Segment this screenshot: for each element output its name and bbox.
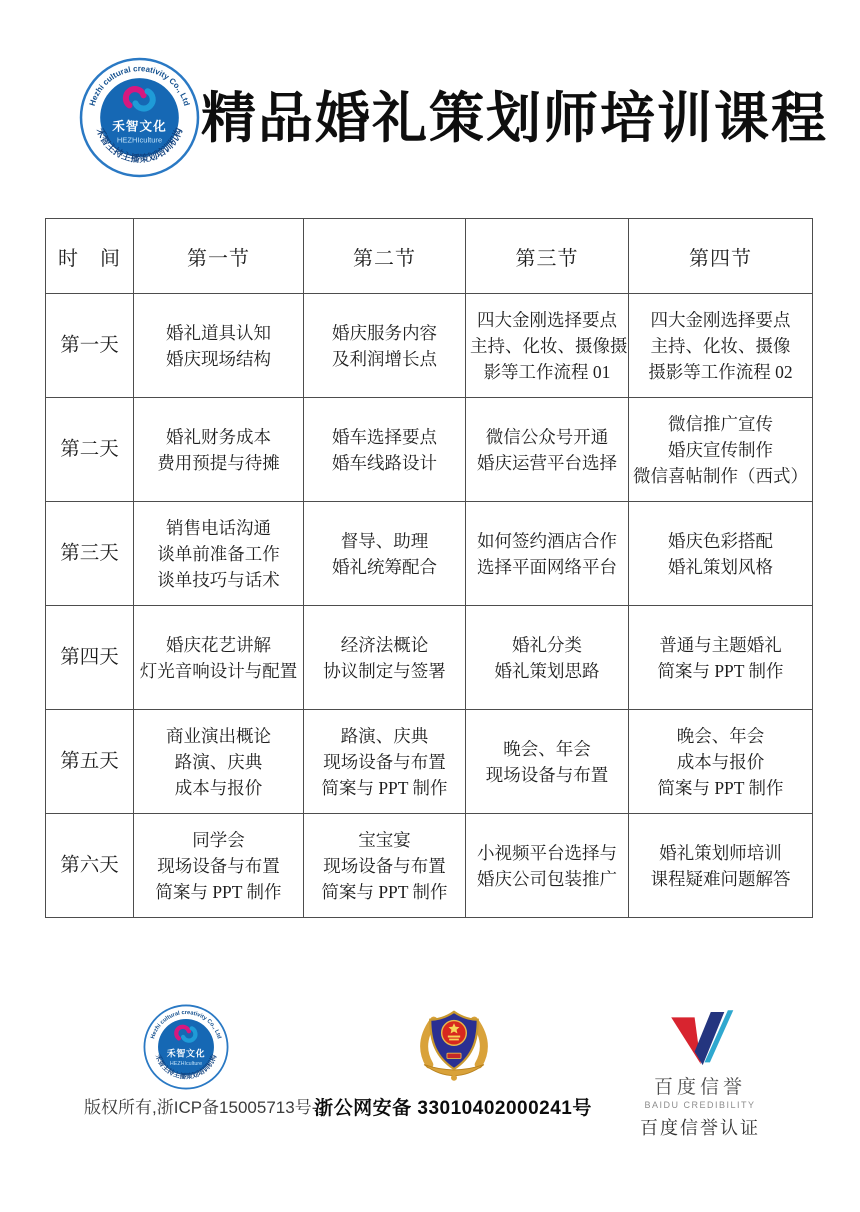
course-cell-line: 销售电话沟通 [166,517,271,538]
course-cell-line: 婚庆现场结构 [166,348,271,369]
course-cell [304,606,466,710]
course-cell-line: 婚礼分类 [512,634,582,655]
course-cell [304,710,466,814]
table-row [46,710,813,814]
session-column-header: 第二节 [304,219,466,294]
course-cell [466,294,629,398]
course-cell-line: 四大金刚选择要点 [477,309,617,330]
baidu-name-en: BAIDU CREDIBILITY [644,1100,756,1110]
table-row [46,294,813,398]
course-cell-line: 成本与报价 [676,751,765,772]
session-column-header: 第四节 [629,219,813,294]
course-cell-line: 婚庆运营平台选择 [477,452,617,473]
course-cell-line: 婚庆宣传制作 [668,439,773,460]
course-cell [629,606,813,710]
course-cell-line: 婚庆公司包装推广 [477,868,617,889]
course-cell-line: 普通与主题婚礼 [659,634,782,655]
course-cell-line: 婚庆花艺讲解 [166,634,271,655]
course-cell-line: 影等工作流程 01 [483,361,611,382]
course-cell [134,814,304,918]
course-cell-line: 简案与 PPT 制作 [321,777,448,798]
course-cell-line: 婚礼财务成本 [166,426,271,447]
course-cell [466,502,629,606]
course-cell-line: 简案与 PPT 制作 [657,660,784,681]
police-badge-icon [410,1003,498,1091]
table-row [46,814,813,918]
icp-copyright-text: 版权所有,浙ICP备15005713号-1 [84,1098,327,1117]
course-cell-line: 选择平面网络平台 [477,556,617,577]
course-cell-line: 微信推广宣传 [668,413,773,434]
day-label: 第五天 [46,710,134,814]
table-row [46,502,813,606]
course-cell-line: 婚车线路设计 [332,452,437,473]
course-cell-line: 婚庆服务内容 [332,322,437,343]
session-column-header: 第一节 [134,219,304,294]
page-title: 精品婚礼策划师培训课程 [201,88,829,149]
course-cell-line: 督导、助理 [340,530,429,551]
course-cell-line: 宝宝宴 [358,829,411,850]
course-cell [466,710,629,814]
course-cell-line: 路演、庆典 [340,725,429,746]
course-cell [466,606,629,710]
course-cell-line: 婚礼道具认知 [166,322,271,343]
course-cell [466,398,629,502]
course-cell [134,502,304,606]
course-cell-line: 小视频平台选择与 [477,842,617,863]
course-cell-line: 如何签约酒店合作 [477,530,617,551]
course-cell-line: 课程疑难问题解答 [650,868,791,889]
course-cell-line: 摄影等工作流程 02 [648,361,793,382]
baidu-name-cn: 百度信誉 [653,1077,746,1098]
course-cell-line: 简案与 PPT 制作 [321,881,448,902]
course-cell-line: 费用预提与待摊 [157,452,280,473]
time-column-header: 时 间 [46,219,134,294]
course-cell-line: 经济法概论 [340,634,429,655]
course-cell [134,710,304,814]
baidu-credibility-block [610,1008,790,1140]
course-cell-line: 路演、庆典 [174,751,263,772]
course-cell-line: 同学会 [192,829,245,850]
course-cell-line: 晚会、年会 [676,725,765,746]
course-cell-line: 简案与 PPT 制作 [155,881,282,902]
course-cell [134,606,304,710]
course-cell-line: 主持、化妆、摄像 [650,335,791,356]
course-cell [629,502,813,606]
course-cell-line: 婚礼策划风格 [668,556,773,577]
day-label: 第六天 [46,814,134,918]
table-row [46,606,813,710]
course-cell [304,294,466,398]
course-cell [134,398,304,502]
course-cell [629,398,813,502]
course-cell-line: 灯光音响设计与配置 [139,660,298,681]
course-cell [466,814,629,918]
course-cell-line: 微信喜帖制作（西式） [633,465,808,486]
course-cell [134,294,304,398]
course-cell-line: 婚庆色彩搭配 [668,530,773,551]
course-cell [629,294,813,398]
course-table-head-row [46,219,813,294]
baidu-caption: 百度信誉认证 [640,1118,760,1138]
course-cell-line: 谈单前准备工作 [157,543,280,564]
day-label: 第一天 [46,294,134,398]
course-cell-line: 谈单技巧与话术 [157,569,280,590]
day-label: 第三天 [46,502,134,606]
course-cell [629,814,813,918]
course-table [45,218,813,918]
police-record-text: 浙公网安备 33010402000241号 [314,1098,592,1119]
course-cell-line: 婚礼策划师培训 [659,842,782,863]
hezhi-logo-icon [79,57,200,178]
table-row [46,398,813,502]
course-cell-line: 简案与 PPT 制作 [657,777,784,798]
course-cell-line: 现场设备与布置 [323,751,446,772]
session-column-header: 第三节 [466,219,629,294]
course-table-body [46,294,813,918]
day-label: 第二天 [46,398,134,502]
course-cell-line: 四大金刚选择要点 [650,309,791,330]
course-cell-line: 主持、化妆、摄像摄 [470,335,628,356]
course-cell-line: 现场设备与布置 [485,764,609,785]
hezhi-logo-footer-icon [143,1004,229,1090]
course-cell-line: 及利润增长点 [332,348,437,369]
course-cell [629,710,813,814]
course-cell-line: 晚会、年会 [503,738,591,759]
course-cell-line: 婚车选择要点 [332,426,437,447]
course-cell-line: 商业演出概论 [166,725,271,746]
baidu-credibility-icon [664,1008,736,1070]
course-cell-line: 成本与报价 [174,777,263,798]
course-cell-line: 协议制定与签署 [323,660,446,681]
day-label: 第四天 [46,606,134,710]
course-cell-line: 微信公众号开通 [485,426,609,447]
course-cell-line: 婚礼策划思路 [494,660,600,681]
course-table-wrap [45,218,813,918]
course-cell [304,502,466,606]
course-cell-line: 婚礼统筹配合 [332,556,437,577]
course-cell-line: 现场设备与布置 [323,855,446,876]
course-cell [304,814,466,918]
course-cell-line: 现场设备与布置 [157,855,280,876]
course-cell [304,398,466,502]
